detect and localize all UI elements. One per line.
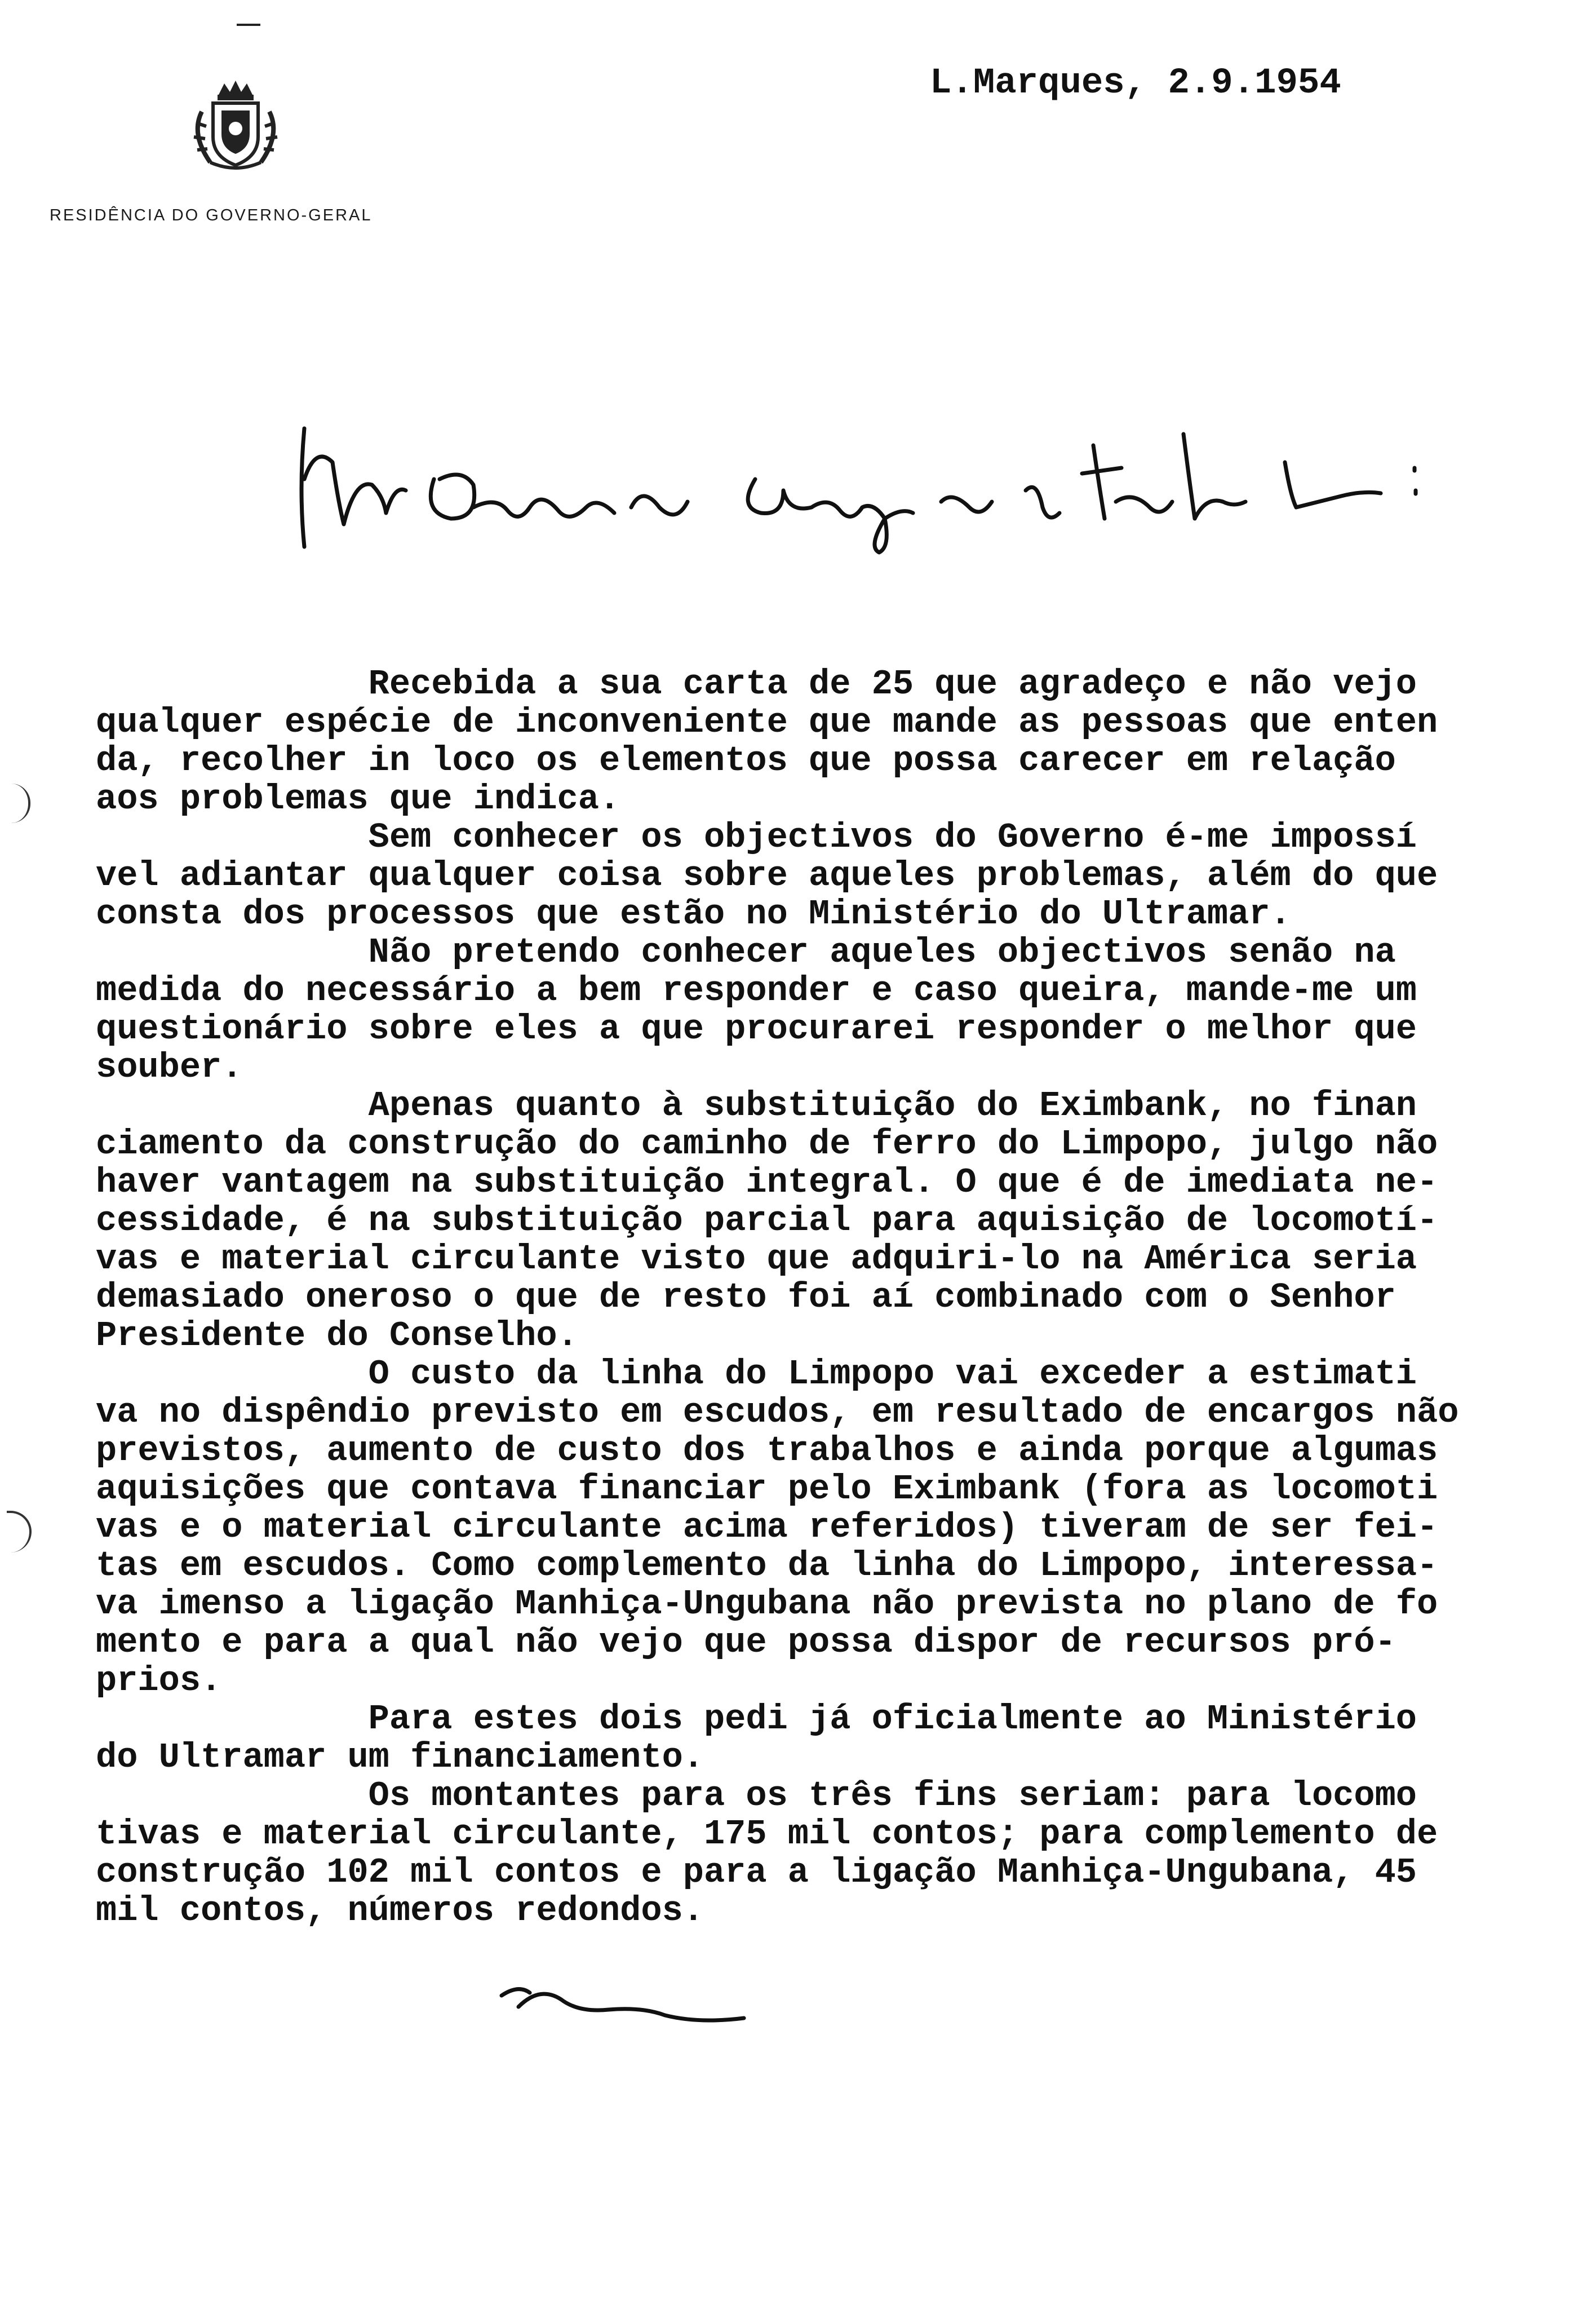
text-line: demasiado oneroso o que de resto foi aí combinado com o Senhor [96,1277,1396,1317]
text-line: Apenas quanto à substituição do Eximbank, no finan [96,1086,1417,1126]
text-line: previstos, aumento de custo dos trabalhos e ainda porque algumas [96,1431,1438,1471]
text-line: do Ultramar um financiamento. [96,1737,704,1777]
handwritten-salutation [293,412,1420,564]
text-line: tas em escudos. Como complemento da linha do Limpopo, interessa- [96,1546,1438,1586]
paragraph [96,1700,1539,1777]
text-line: consta dos processos que estão no Ministério do Ultramar. [96,894,1291,934]
text-line: mento e para a qual não vejo que possa dispor de recursos pró- [96,1622,1396,1662]
handwritten-signature [496,1973,755,2035]
text-line: Para estes dois pedi já oficialmente ao Ministério [96,1699,1417,1739]
stray-mark [237,24,260,26]
text-line: Não pretendo conhecer aqueles objectivos senão na [96,932,1396,972]
text-line: va no dispêndio previsto em escudos, em resultado de encargos não [96,1392,1459,1432]
paragraph [96,1087,1539,1355]
paragraph [96,1355,1539,1700]
text-line: ciamento da construção do caminho de ferro do Limpopo, julgo não [96,1124,1438,1164]
text-line: haver vantagem na substituição integral. O que é de imediata ne- [96,1162,1438,1202]
text-line: questionário sobre eles a que procurarei responder o melhor que [96,1009,1417,1049]
text-line: da, recolher in loco os elementos que possa carecer em relação [96,741,1396,781]
text-line: Presidente do Conselho. [96,1316,578,1356]
text-line: vel adiantar qualquer coisa sobre aqueles problemas, além do que [96,856,1438,896]
margin-mark [7,1511,32,1552]
text-line: Os montantes para os três fins seriam: para locomo [96,1776,1417,1816]
margin-mark [11,784,30,823]
office-heading: RESIDÊNCIA DO GOVERNO-GERAL [50,206,373,224]
text-line: aquisições que contava financiar pelo Eximbank (fora as locomoti [96,1469,1438,1509]
text-line: qualquer espécie de inconveniente que mande as pessoas que enten [96,702,1438,742]
text-line: Recebida a sua carta de 25 que agradeço e não vejo [96,664,1417,704]
date-line: L.Marques, 2.9.1954 [930,63,1341,104]
text-line: medida do necessário a bem responder e caso queira, mande-me um [96,971,1417,1011]
text-line: mil contos, números redondos. [96,1891,704,1931]
paragraph [96,819,1539,934]
text-line: prios. [96,1661,222,1701]
text-line: souber. [96,1047,243,1087]
paragraph [96,1777,1539,1930]
letter-body [96,665,1539,1930]
text-line: vas e o material circulante acima referidos) tiveram de ser fei- [96,1507,1438,1547]
coat-of-arms-icon [179,78,292,174]
paragraph [96,934,1539,1087]
text-line: construção 102 mil contos e para a ligação Manhiça-Ungubana, 45 [96,1852,1417,1892]
text-line: Sem conhecer os objectivos do Governo é-me impossí [96,817,1417,857]
text-line: aos problemas que indica. [96,779,620,819]
text-line: vas e material circulante visto que adquiri-lo na América seria [96,1239,1417,1279]
text-line: va imenso a ligação Manhiça-Ungubana não prevista no plano de fo [96,1584,1438,1624]
text-line: O custo da linha do Limpopo vai exceder a estimati [96,1354,1417,1394]
text-line: cessidade, é na substituição parcial para aquisição de locomotí- [96,1201,1438,1241]
text-line: tivas e material circulante, 175 mil contos; para complemento de [96,1814,1438,1854]
paragraph [96,665,1539,819]
